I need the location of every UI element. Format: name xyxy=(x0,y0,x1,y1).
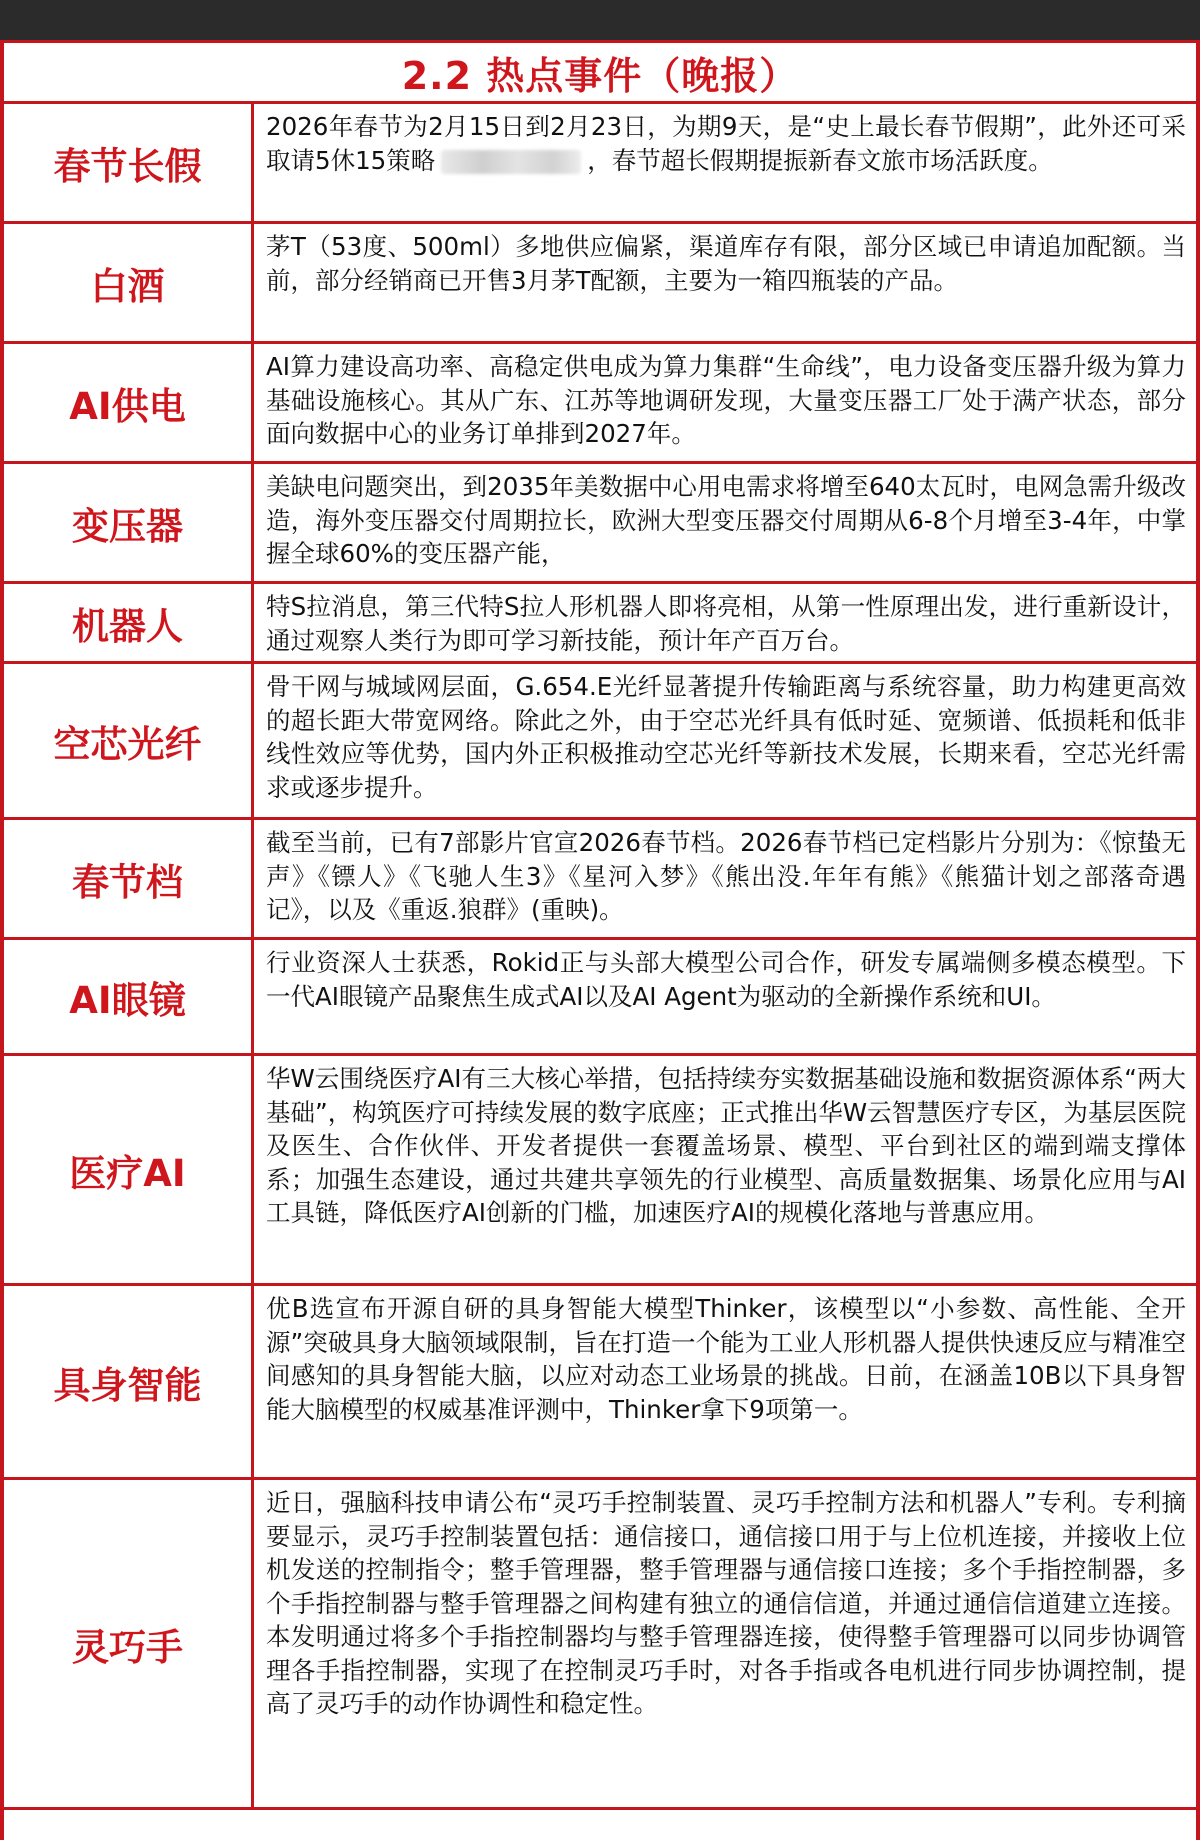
event-description: 华W云围绕医疗AI有三大核心举措，包括持续夯实数据基础设施和数据资源体系“两大基础”，构筑医疗可持续发展的数字底座；正式推出华W云智慧医疗专区，为基层医院及医生、合作伙伴、开发者提供一套覆盖场景、模型、平台到社区的端到端支撑体系；加强生态建设，通过共建共享领先的行业模型、高质量数据集、场景化应用与AI工具链，降低医疗AI创新的门槛，加速医疗AI的规模化落地与普惠应用。 xyxy=(266,1064,1186,1227)
table-row xyxy=(4,1286,1196,1480)
category-label: 变压器 xyxy=(4,464,254,581)
event-description xyxy=(254,104,1196,221)
events-table xyxy=(4,104,1196,1810)
redacted-blur xyxy=(441,150,581,174)
category-label: 灵巧手 xyxy=(4,1480,254,1807)
category-label: AI供电 xyxy=(4,344,254,461)
table-row xyxy=(4,464,1196,584)
table-row xyxy=(4,940,1196,1056)
event-description-text-after: ，春节超长假期提振新春文旅市场活跃度。 xyxy=(587,145,1053,175)
table-row xyxy=(4,104,1196,224)
section-title: 2.2 热点事件（晚报） xyxy=(4,40,1196,104)
event-description: 截至当前，已有7部影片官宣2026春节档。2026春节档已定档影片分别为：《惊蛰无声》《镖人》《飞驰人生3》《星河入梦》《熊出没.年年有熊》《熊猫计划之部落奇遇记》，以及《重返.狼群》(重映)。 xyxy=(266,828,1186,924)
category-label: 机器人 xyxy=(4,584,254,661)
table-row xyxy=(4,820,1196,940)
event-description: 茅T（53度、500ml）多地供应偏紧，渠道库存有限，部分区域已申请追加配额。当前，部分经销商已开售3月茅T配额，主要为一箱四瓶装的产品。 xyxy=(266,232,1186,295)
event-description: 美缺电问题突出，到2035年美数据中心用电需求将增至640太瓦时，电网急需升级改造，海外变压器交付周期拉长，欧洲大型变压器交付周期从6-8个月增至3-4年，中掌握全球60%的变压器产能， xyxy=(266,472,1186,568)
category-label: AI眼镜 xyxy=(4,940,254,1053)
event-description: AI算力建设高功率、高稳定供电成为算力集群“生命线”，电力设备变压器升级为算力基础设施核心。其从广东、江苏等地调研发现，大量变压器工厂处于满产状态，部分面向数据中心的业务订单排到2027年。 xyxy=(266,352,1186,448)
category-label: 春节档 xyxy=(4,820,254,937)
category-label: 医疗AI xyxy=(4,1056,254,1283)
event-description: 优B选宣布开源自研的具身智能大模型Thinker，该模型以“小参数、高性能、全开源”突破具身大脑领域限制，旨在打造一个能为工业人形机器人提供快速反应与精准空间感知的具身智能大脑，以应对动态工业场景的挑战。日前，在涵盖10B以下具身智能大脑模型的权威基准评测中，Thinker拿下9项第一。 xyxy=(266,1294,1186,1424)
category-label: 白酒 xyxy=(4,224,254,341)
event-description: 骨干网与城域网层面，G.654.E光纤显著提升传输距离与系统容量，助力构建更高效的超长距大带宽网络。除此之外，由于空芯光纤具有低时延、宽频谱、低损耗和低非线性效应等优势，国内外正积极推动空芯光纤等新技术发展，长期来看，空芯光纤需求或逐步提升。 xyxy=(266,672,1186,802)
table-row xyxy=(4,584,1196,664)
table-row xyxy=(4,664,1196,820)
table-row xyxy=(4,1056,1196,1286)
table-row xyxy=(4,344,1196,464)
hot-events-sheet xyxy=(0,40,1200,1840)
table-row xyxy=(4,224,1196,344)
event-description: 近日，强脑科技申请公布“灵巧手控制装置、灵巧手控制方法和机器人”专利。专利摘要显示，灵巧手控制装置包括：通信接口，通信接口用于与上位机连接，并接收上位机发送的控制指令；整手管理器，整手管理器与通信接口连接；多个手指控制器，多个手指控制器与整手管理器之间构建有独立的通信信道，并通过通信信道建立连接。本发明通过将多个手指控制器均与整手管理器连接，使得整手管理器可以同步协调管理各手指控制器，实现了在控制灵巧手时，对各手指或各电机进行同步协调控制，提高了灵巧手的动作协调性和稳定性。 xyxy=(266,1488,1186,1718)
event-description: 行业资深人士获悉，Rokid正与头部大模型公司合作，研发专属端侧多模态模型。下一代AI眼镜产品聚焦生成式AI以及AI Agent为驱动的全新操作系统和UI。 xyxy=(266,948,1186,1011)
table-row xyxy=(4,1480,1196,1810)
event-description-text: 2026年春节为2月15日到2月23日，为期9天，是“史上最长春节假期”，此外还可采取请5休15策略 xyxy=(266,112,1186,175)
event-description: 特S拉消息，第三代特S拉人形机器人即将亮相，从第一性原理出发，进行重新设计，通过观察人类行为即可学习新技能，预计年产百万台。 xyxy=(266,592,1186,655)
category-label: 春节长假 xyxy=(4,104,254,221)
category-label: 具身智能 xyxy=(4,1286,254,1477)
category-label: 空芯光纤 xyxy=(4,664,254,817)
